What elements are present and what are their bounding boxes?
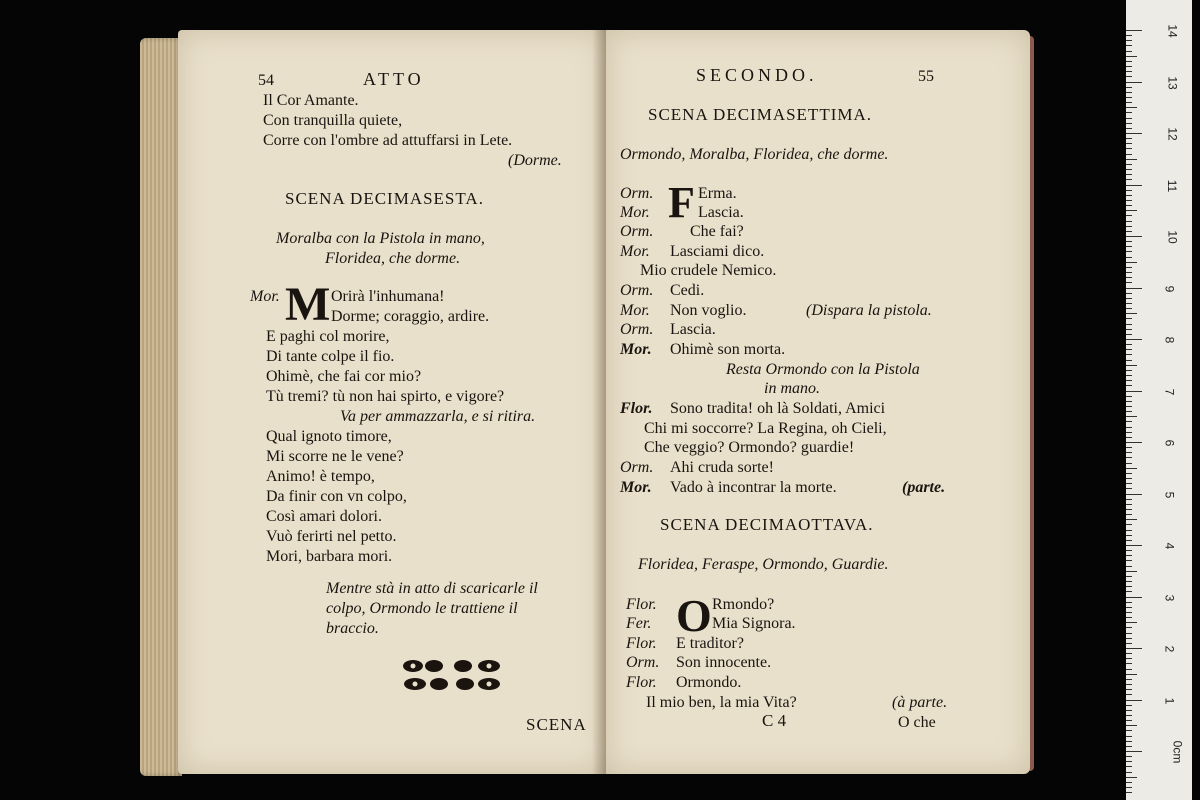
ruler-tick [1126,792,1132,793]
ruler-tick [1126,102,1132,103]
ruler-tick [1126,293,1132,294]
ruler-tick [1126,746,1132,747]
speaker-label: Orm. [620,321,654,338]
ruler-label: 4 [1162,542,1177,550]
verse-line: Di tante colpe il fio. [266,348,395,365]
dialogue-line: Cedi. [670,282,705,299]
ruler-tick [1126,87,1132,88]
ruler-tick [1126,282,1132,283]
ruler-tick [1126,535,1132,536]
dialogue-line: Mia Signora. [712,615,796,632]
ruler-tick [1126,107,1137,108]
ruler-tick [1126,298,1132,299]
ruler-tick [1126,308,1132,309]
verse-line: E paghi col morire, [266,328,390,345]
character-list: Floridea, Feraspe, Ormondo, Guardie. [638,556,889,573]
ruler-tick [1126,710,1132,711]
ruler-tick [1126,576,1132,577]
ruler-tick [1126,617,1132,618]
character-list: Ormondo, Moralba, Floridea, che dorme. [620,146,889,163]
ruler-tick [1126,272,1132,273]
right-page [606,30,1030,774]
ruler-tick [1126,437,1132,438]
ruler-tick [1126,761,1132,762]
text-line: Il Cor Amante. [263,92,359,109]
ruler-tick [1126,705,1132,706]
speaker-label: Mor. [620,302,650,319]
speaker-label: Orm. [620,282,654,299]
ruler-tick [1126,550,1132,551]
ruler-tick [1126,288,1142,289]
ruler-tick [1126,226,1132,227]
speaker-label: Flor. [626,596,657,613]
character-list: Floridea, che dorme. [325,250,461,267]
ruler-tick [1126,56,1137,57]
dialogue-line: Il mio ben, la mia Vita? [646,694,797,711]
measurement-ruler [1126,0,1192,800]
ruler-tick [1126,128,1132,129]
stage-direction: Resta Ormondo con la Pistola [726,361,920,378]
speaker-label: Flor. [620,400,653,417]
ruler-label: 6 [1162,439,1177,447]
ruler-tick [1126,756,1132,757]
speaker-label: Flor. [626,635,657,652]
dialogue-line: Ahi cruda sorte! [670,459,774,476]
dialogue-line: Lasciami dico. [670,243,765,260]
ruler-tick [1126,143,1132,144]
ruler-tick [1126,730,1132,731]
ruler-tick [1126,597,1142,598]
ruler-tick [1126,267,1132,268]
dialogue-line: Mio crudele Nemico. [640,262,777,279]
ruler-tick [1126,468,1137,469]
ruler-label: 5 [1162,491,1177,498]
printer-ornament [401,656,503,694]
ruler-tick [1126,447,1132,448]
ruler-tick [1126,61,1132,62]
character-list: Moralba con la Pistola in mano, [276,230,485,247]
dialogue-line: Lascia. [698,204,744,221]
ruler-tick [1126,329,1132,330]
ruler-tick [1126,35,1132,36]
ruler-tick [1126,277,1132,278]
ruler-tick [1126,524,1132,525]
ruler-tick [1126,627,1132,628]
ruler-tick [1126,370,1132,371]
scene-title: SCENA DECIMASESTA. [285,189,484,208]
ruler-tick [1126,185,1142,186]
catchword: SCENA [526,715,587,734]
text-line: Corre con l'ombre ad attuffarsi in Lete. [263,132,513,149]
open-book [140,30,1035,778]
verse-line: Ohimè, che fai cor mio? [266,368,422,385]
ruler-tick [1126,303,1132,304]
dialogue-line: Chi mi soccorre? La Regina, oh Cieli, [644,420,887,437]
ruler-tick [1126,519,1137,520]
stage-direction: (Dispara la pistola. [806,302,932,319]
dialogue-line: Erma. [698,185,737,202]
verse-line: Dorme; coraggio, ardire. [331,308,490,325]
dialogue-line: Non voglio. [670,302,747,319]
ruler-tick [1126,648,1142,649]
ruler-tick [1126,324,1132,325]
ruler-tick [1126,545,1142,546]
ruler-tick [1126,205,1132,206]
verse-line: Qual ignoto timore, [266,428,392,445]
ruler-label: 7 [1162,388,1177,395]
ruler-tick [1126,76,1132,77]
ruler-tick [1126,313,1137,314]
ruler-tick [1126,133,1142,134]
ruler-tick [1126,772,1132,773]
ruler-tick [1126,421,1132,422]
ruler-tick [1126,442,1142,443]
stage-direction: in mano. [764,380,820,397]
ruler-tick [1126,638,1132,639]
ruler-label: 9 [1162,285,1177,292]
dialogue-line: Vado à incontrar la morte. [670,479,837,496]
verse-line: Orirà l'inhumana! [331,288,445,305]
page-edges [140,38,182,776]
ruler-tick [1126,210,1137,211]
ruler-tick [1126,782,1132,783]
ruler-tick [1126,195,1132,196]
stage-direction: Va per ammazzarla, e si ritira. [340,408,536,425]
ruler-tick [1126,700,1142,701]
ruler-tick [1126,488,1132,489]
verse-line: Mori, barbara mori. [266,548,393,565]
ruler-tick [1126,684,1132,685]
ruler-tick [1126,751,1142,752]
ruler-tick [1126,586,1132,587]
stage-direction: (à parte. [892,694,948,711]
ruler-tick [1126,164,1132,165]
ruler-tick [1126,581,1132,582]
ruler-tick [1126,148,1132,149]
ruler-tick [1126,92,1132,93]
text-line: Con tranquilla quiete, [263,112,403,129]
ruler-tick [1126,679,1132,680]
ruler-tick [1126,560,1132,561]
dialogue-line: Ormondo. [676,674,742,691]
ruler-tick [1126,360,1132,361]
ruler-tick [1126,612,1132,613]
ruler-tick [1126,607,1132,608]
ruler-tick [1126,190,1132,191]
ruler-tick [1126,391,1142,392]
ruler-tick [1126,257,1132,258]
ruler-tick [1126,262,1137,263]
ruler-tick [1126,653,1132,654]
ruler-tick [1126,504,1132,505]
ruler-tick [1126,725,1137,726]
dialogue-line: Sono tradita! oh là Soldati, Amici [670,400,886,417]
stage-direction: colpo, Ormondo le trattiene il [326,600,518,617]
ruler-tick [1126,385,1132,386]
ruler-tick [1126,45,1132,46]
running-head-right: SECONDO. [696,65,818,85]
verse-line: Mi scorre ne le vene? [266,448,404,465]
ruler-tick [1126,200,1132,201]
ruler-tick [1126,514,1132,515]
stage-direction: (Dorme. [508,152,562,169]
verse-line: Tù tremi? tù non hai spirto, e vigore? [266,388,505,405]
speaker-label: Mor. [620,479,652,496]
dialogue-line: Rmondo? [712,596,775,613]
ruler-tick [1126,123,1132,124]
ruler-tick [1126,236,1142,237]
ruler-tick [1126,71,1132,72]
speaker-label: Mor. [620,341,652,358]
ruler-tick [1126,138,1132,139]
ruler-tick [1126,406,1132,407]
ruler-tick [1126,741,1132,742]
ruler-label: 12 [1165,127,1180,141]
verse-line: Animo! è tempo, [266,468,375,485]
ruler-tick [1126,365,1137,366]
speaker-label: Mor. [620,243,650,260]
ruler-tick [1126,30,1142,31]
dialogue-line: Che fai? [690,223,744,240]
ruler-tick [1126,736,1132,737]
ruler-tick [1126,633,1132,634]
ruler-tick [1126,473,1132,474]
ruler-tick [1126,689,1132,690]
ruler-tick [1126,777,1137,778]
ruler-tick [1126,318,1132,319]
speaker-label: Mor. [620,204,650,221]
ruler-tick [1126,97,1132,98]
drop-cap: M [285,278,331,331]
stage-direction: (parte. [902,479,946,496]
dialogue-line: Son innocente. [676,654,772,671]
ruler-tick [1126,411,1132,412]
dialogue-line: E traditor? [676,635,744,652]
ruler-tick [1126,344,1132,345]
ruler-tick [1126,457,1132,458]
ruler-label: 11 [1165,179,1180,192]
ruler-tick [1126,766,1132,767]
ruler-tick [1126,427,1132,428]
ruler-tick [1126,669,1132,670]
ruler-tick [1126,663,1132,664]
speaker-label: Orm. [620,459,654,476]
ruler-tick [1126,334,1132,335]
ruler-tick [1126,591,1132,592]
ruler-label: 10 [1165,230,1180,244]
ruler-tick [1126,401,1132,402]
ruler-tick [1126,674,1137,675]
ruler-tick [1126,174,1132,175]
scene-title: SCENA DECIMAOTTAVA. [660,515,874,534]
signature-mark: C 4 [762,711,787,730]
ruler-tick [1126,231,1132,232]
speaker-label: Fer. [626,615,652,632]
ruler-tick [1126,602,1132,603]
ruler-tick [1126,416,1137,417]
drop-cap: F [668,178,695,227]
running-head-left: ATTO [363,69,425,89]
ruler-tick [1126,375,1132,376]
ruler-tick [1126,715,1132,716]
stage-direction: Mentre stà in atto di scaricarle il [326,580,538,597]
ruler-tick [1126,221,1132,222]
ruler-tick [1126,82,1142,83]
page-number-left: 54 [258,72,274,89]
speaker-label: Orm. [626,654,660,671]
ruler-tick [1126,251,1132,252]
ruler-label: 2 [1162,645,1177,653]
left-page [178,30,606,774]
catchword: O che [898,714,936,731]
ruler-tick [1126,112,1132,113]
ruler-tick [1126,169,1132,170]
ruler-tick [1126,154,1132,155]
ruler-tick [1126,339,1142,340]
ruler-tick [1126,179,1132,180]
ruler-label: 13 [1165,75,1180,90]
ruler-tick [1126,540,1132,541]
ruler-tick [1126,787,1132,788]
ruler-tick [1126,452,1132,453]
dialogue-line: Ohimè son morta. [670,341,786,358]
ruler-label: 3 [1162,594,1177,601]
dialogue-line: Lascia. [670,321,716,338]
ruler-tick [1126,658,1132,659]
ruler-tick [1126,463,1132,464]
ruler-tick [1126,159,1137,160]
speaker-label: Flor. [626,674,657,691]
ruler-tick [1126,566,1132,567]
ruler-tick [1126,483,1132,484]
stage-direction: braccio. [326,620,379,637]
ruler-tick [1126,499,1132,500]
ruler-tick [1126,349,1132,350]
ruler-label: 0cm [1170,740,1185,764]
dialogue-line: Che veggio? Ormondo? guardie! [644,439,855,456]
ruler-tick [1126,432,1132,433]
ruler-tick [1126,246,1132,247]
ruler-tick [1126,643,1132,644]
ruler-tick [1126,694,1132,695]
ruler-tick [1126,509,1132,510]
verse-line: Vuò ferirti nel petto. [266,528,397,545]
ruler-tick [1126,494,1142,495]
ruler-tick [1126,354,1132,355]
ruler-tick [1126,396,1132,397]
ruler-label: 8 [1162,336,1177,344]
page-number-right: 55 [918,68,934,85]
ruler-tick [1126,51,1132,52]
ruler-tick [1126,478,1132,479]
ruler-label: 14 [1165,24,1180,38]
ruler-tick [1126,555,1132,556]
ruler-tick [1126,622,1137,623]
ruler-tick [1126,215,1132,216]
ruler-tick [1126,571,1137,572]
ruler-tick [1126,40,1132,41]
drop-cap: O [676,590,712,641]
speaker-label: Orm. [620,223,654,240]
ruler-tick [1126,380,1132,381]
speaker-label: Mor. [250,288,280,305]
speaker-label: Orm. [620,185,654,202]
ruler-tick [1126,118,1132,119]
ruler-label: 1 [1162,697,1177,704]
verse-line: Così amari dolori. [266,508,382,525]
ruler-tick [1126,720,1132,721]
verse-line: Da finir con vn colpo, [266,488,407,505]
ruler-tick [1126,530,1132,531]
ruler-tick [1126,241,1132,242]
ruler-tick [1126,66,1132,67]
scene-title: SCENA DECIMASETTIMA. [648,105,873,124]
